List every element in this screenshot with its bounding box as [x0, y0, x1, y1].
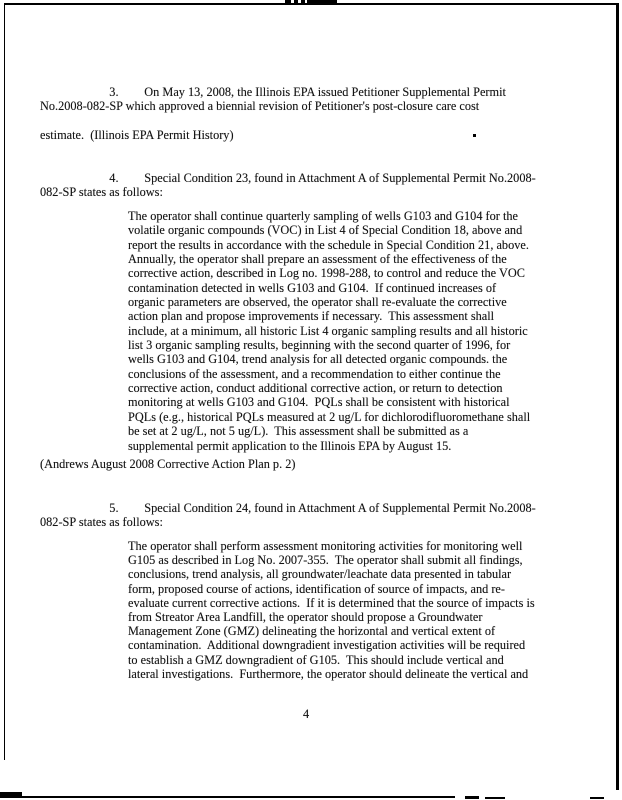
quote-line: corrective action, conduct additional corrective action, or return to detection: [128, 381, 503, 396]
quote-line: include, at a minimum, all historic List 4 organic sampling results and all historic: [128, 323, 528, 338]
quote-line: organic parameters are observed, the operator shall re-evaluate the corrective: [128, 295, 507, 310]
scan-artifact-bottom-dash: [485, 797, 505, 799]
paragraph-3-number: 3.: [109, 85, 119, 99]
quote-line: PQLs (e.g., historical PQLs measured at 2 ug/L for dichlorodifluoromethane shall: [128, 409, 531, 424]
paragraph-5-text: Special Condition 24, found in Attachment A of Supplemental Permit No.2008-: [144, 501, 536, 515]
scan-artifact-bottom-dash: [465, 796, 479, 799]
scan-artifact-top-bar: [307, 0, 337, 5]
paragraph-4-text: Special Condition 23, found in Attachment A of Supplemental Permit No.2008-: [144, 171, 536, 185]
scan-artifact-top-dash: [294, 0, 298, 4]
blockquote-special-condition-23: [128, 209, 593, 453]
quote-line: monitoring at wells G103 and G104. PQLs shall be consistent with historical: [128, 395, 510, 410]
scan-artifact-bottom-line: [10, 796, 455, 798]
quote-line: conclusions, trend analysis, all groundwater/leachate data presented in tabular: [128, 567, 512, 582]
page-border-left: [4, 3, 5, 760]
paragraph-3-text: On May 13, 2008, the Illinois EPA issued Petitioner Supplemental Permit: [144, 85, 506, 99]
page-number: 4: [303, 707, 310, 721]
scan-artifact-top-dash: [285, 0, 291, 4]
paragraph-4-line-2: 082-SP states as follows:: [40, 185, 163, 199]
paragraph-5-number: 5.: [109, 501, 119, 515]
quote-line: Management Zone (GMZ) delineating the horizontal and vertical extent of: [128, 624, 496, 639]
quote-line: G105 as described in Log No. 2007-355. The operator shall submit all findings,: [128, 553, 523, 568]
quote-line: corrective action, described in Log no. 1998-288, to control and reduce the VOC: [128, 266, 525, 281]
quote-line: to establish a GMZ downgradient of G105. This should include vertical and: [128, 652, 504, 667]
quote-line: evaluate current corrective actions. If it is determined that the source of impacts is: [128, 595, 535, 610]
citation-andrews-plan: (Andrews August 2008 Corrective Action Plan p. 2): [40, 457, 296, 471]
quote-line: conclusions of the assessment, and a recommendation to either continue the: [128, 366, 501, 381]
quote-line: list 3 organic sampling results, beginning with the second quarter of 1996, for: [128, 338, 511, 353]
paragraph-5-line-2: 082-SP states as follows:: [40, 515, 163, 529]
quote-line: action plan and propose improvements if necessary. This assessment shall: [128, 309, 495, 324]
paragraph-3-line-3: estimate. (Illinois EPA Permit History): [40, 128, 234, 142]
paragraph-4-number: 4.: [109, 171, 119, 185]
quote-line: supplemental permit application to the Illinois EPA by August 15.: [128, 438, 452, 453]
quote-line: contamination detected in wells G103 and G104. If continued increases of: [128, 280, 497, 295]
page-border-right: [616, 3, 619, 790]
quote-line: wells G103 and G104, trend analysis for all detected organic compounds. the: [128, 352, 508, 367]
quote-line: be set at 2 ug/L, not 5 ug/L). This assessment shall be submitted as a: [128, 424, 469, 439]
quote-line: report the results in accordance with the schedule in Special Condition 21, above.: [128, 237, 529, 252]
quote-line: form, proposed course of actions, identification of source of impacts, and re-: [128, 581, 505, 596]
quote-line: lateral investigations. Furthermore, the operator should delineate the vertical and: [128, 666, 529, 681]
quote-line: The operator shall continue quarterly sampling of wells G103 and G104 for the: [128, 209, 518, 223]
scan-artifact-top-dash: [301, 0, 305, 5]
scan-artifact-bottom-dash: [590, 797, 604, 799]
quote-line: volatile organic compounds (VOC) in List 4 of Special Condition 18, above and: [128, 223, 523, 238]
blockquote-special-condition-24: [128, 539, 593, 681]
quote-line: Annually, the operator shall prepare an assessment of the effectiveness of the: [128, 252, 507, 267]
quote-line: The operator shall perform assessment monitoring activities for monitoring well: [128, 539, 523, 553]
quote-line: from Streator Area Landfill, the operator should propose a Groundwater: [128, 610, 483, 625]
scan-artifact-speck: [473, 134, 476, 137]
quote-line: contamination. Additional downgradient investigation activities will be required: [128, 638, 526, 653]
paragraph-3-line-2: No.2008-082-SP which approved a biennial revision of Petitioner's post-closure care cost: [40, 99, 480, 113]
